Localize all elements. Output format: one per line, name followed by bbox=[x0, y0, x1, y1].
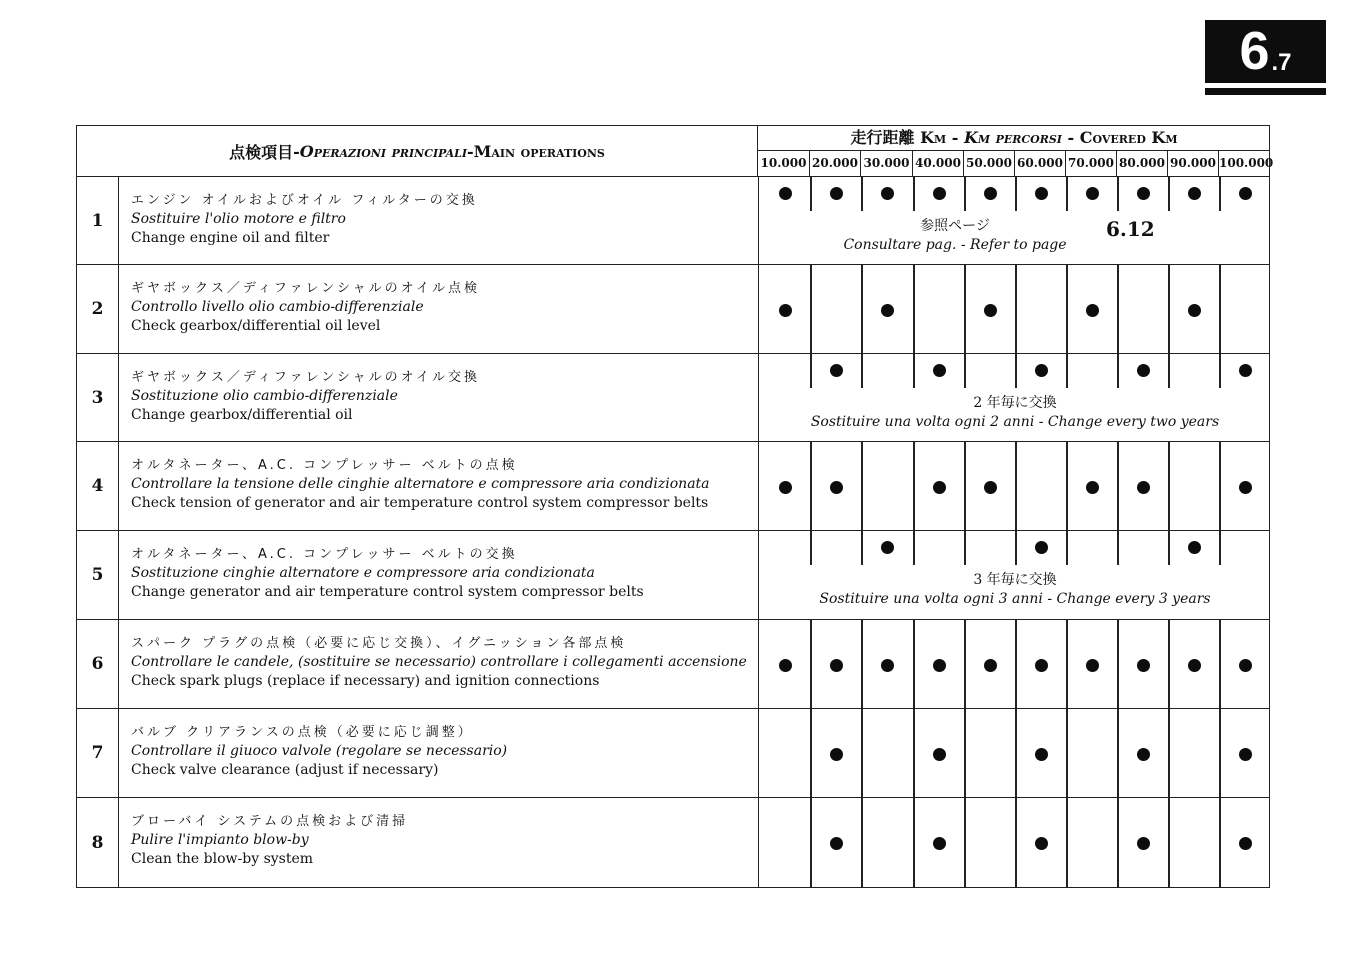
column-divider bbox=[913, 265, 915, 354]
row-number: 6 bbox=[77, 620, 119, 708]
column-divider bbox=[861, 531, 863, 565]
table-row bbox=[77, 620, 1269, 709]
column-divider bbox=[913, 354, 915, 388]
column-divider bbox=[1168, 442, 1170, 531]
operation-jp: ギヤボックス／ディファレンシャルのオイル交換 bbox=[131, 370, 481, 385]
service-dot bbox=[1137, 748, 1150, 761]
column-divider bbox=[1117, 354, 1119, 388]
operation-jp: エンジン オイルおよびオイル フィルターの交換 bbox=[131, 193, 478, 208]
column-divider bbox=[1066, 620, 1068, 709]
service-dot bbox=[1239, 187, 1252, 200]
operation-description bbox=[131, 456, 751, 513]
operation-jp: ギヤボックス／ディファレンシャルのオイル点検 bbox=[131, 281, 481, 296]
operation-description bbox=[131, 545, 751, 602]
operation-description bbox=[131, 191, 751, 248]
service-dot bbox=[1035, 837, 1048, 850]
column-divider bbox=[1117, 620, 1119, 709]
column-divider bbox=[1066, 709, 1068, 798]
column-divider bbox=[1117, 531, 1119, 565]
column-divider bbox=[810, 798, 812, 888]
km-header-en: Covered Km bbox=[1079, 128, 1178, 147]
table-row bbox=[77, 442, 1269, 531]
operation-en: Clean the blow-by system bbox=[131, 851, 314, 867]
note-text: Consultare pag. - Refer to page bbox=[843, 237, 1067, 253]
ops-header-jp: 点検項目 bbox=[229, 142, 294, 162]
column-divider bbox=[810, 265, 812, 354]
column-divider bbox=[1219, 265, 1221, 354]
note-line bbox=[759, 414, 1271, 430]
column-divider bbox=[964, 709, 966, 798]
page-reference: 6.12 bbox=[1106, 217, 1155, 241]
row-number: 8 bbox=[77, 798, 119, 888]
column-divider bbox=[913, 177, 915, 211]
row-number: 4 bbox=[77, 442, 119, 530]
service-dot bbox=[1239, 364, 1252, 377]
service-dot bbox=[830, 748, 843, 761]
service-dot bbox=[1239, 481, 1252, 494]
column-divider bbox=[964, 442, 966, 531]
column-divider bbox=[1117, 709, 1119, 798]
service-dot bbox=[1239, 837, 1252, 850]
table-row bbox=[77, 354, 1269, 442]
service-dot bbox=[1035, 748, 1048, 761]
service-dot bbox=[881, 187, 894, 200]
operation-it: Controllare le candele, (sostituire se necessario) controllare i collegamenti accensione bbox=[131, 654, 747, 670]
column-divider bbox=[964, 265, 966, 354]
service-dot bbox=[830, 481, 843, 494]
km-header bbox=[758, 126, 1274, 177]
km-column-5: 50.000 bbox=[963, 151, 1014, 176]
page-number-badge bbox=[1205, 20, 1326, 83]
operation-description bbox=[131, 812, 751, 869]
operation-en: Check gearbox/differential oil level bbox=[131, 318, 381, 334]
km-header-km: Km bbox=[920, 128, 947, 147]
service-dot bbox=[1086, 659, 1099, 672]
interval-cells bbox=[758, 709, 1270, 797]
service-dot bbox=[1188, 187, 1201, 200]
column-divider bbox=[913, 798, 915, 888]
service-dot bbox=[779, 304, 792, 317]
interval-cells bbox=[758, 531, 1270, 619]
column-divider bbox=[1066, 442, 1068, 531]
operation-description bbox=[131, 723, 751, 780]
table-row bbox=[77, 531, 1269, 620]
column-divider bbox=[1168, 798, 1170, 888]
column-divider bbox=[810, 442, 812, 531]
note-line bbox=[759, 591, 1271, 607]
note-jp: 3 年毎に交換 bbox=[973, 572, 1057, 588]
column-divider bbox=[913, 442, 915, 531]
operation-en: Check tension of generator and air temperature control system compressor belts bbox=[131, 495, 709, 511]
column-divider bbox=[1066, 265, 1068, 354]
sep: - bbox=[466, 141, 474, 161]
km-column-10: 100.000 bbox=[1218, 151, 1270, 176]
service-dot bbox=[984, 659, 997, 672]
sep: - bbox=[293, 141, 300, 161]
column-divider bbox=[1066, 531, 1068, 565]
column-divider bbox=[1168, 709, 1170, 798]
service-dot bbox=[1137, 364, 1150, 377]
operation-it: Controllo livello olio cambio-differenziale bbox=[131, 299, 424, 315]
column-divider bbox=[1168, 265, 1170, 354]
service-dot bbox=[984, 304, 997, 317]
service-dot bbox=[830, 837, 843, 850]
service-dot bbox=[881, 659, 894, 672]
column-divider bbox=[1219, 709, 1221, 798]
service-dot bbox=[1035, 541, 1048, 554]
table-row bbox=[77, 798, 1269, 888]
service-dot bbox=[1188, 541, 1201, 554]
service-dot bbox=[830, 659, 843, 672]
column-divider bbox=[1219, 177, 1221, 211]
interval-cells bbox=[758, 442, 1270, 530]
column-divider bbox=[861, 177, 863, 211]
operation-it: Sostituzione olio cambio-differenziale bbox=[131, 388, 398, 404]
operation-en: Change engine oil and filter bbox=[131, 230, 330, 246]
service-dot bbox=[933, 748, 946, 761]
service-dot bbox=[1086, 304, 1099, 317]
column-divider bbox=[964, 177, 966, 211]
service-dot bbox=[1239, 748, 1252, 761]
km-column-4: 40.000 bbox=[912, 151, 963, 176]
note-text: Sostituire una volta ogni 3 anni - Change every 3 years bbox=[819, 591, 1211, 607]
ops-header-en: Main operations bbox=[473, 141, 605, 161]
column-divider bbox=[1015, 620, 1017, 709]
service-dot bbox=[1035, 659, 1048, 672]
column-divider bbox=[1219, 442, 1221, 531]
column-divider bbox=[1015, 442, 1017, 531]
badge-underline bbox=[1205, 88, 1326, 95]
operation-it: Controllare la tensione delle cinghie alternatore e compressore aria condizionata bbox=[131, 476, 710, 492]
column-divider bbox=[1219, 798, 1221, 888]
operation-jp: オルタネーター、A.C. コンプレッサー ベルトの交換 bbox=[131, 547, 518, 562]
column-divider bbox=[1117, 265, 1119, 354]
row-number: 1 bbox=[77, 177, 119, 264]
operation-description bbox=[131, 279, 751, 336]
sep: - bbox=[946, 128, 964, 147]
column-divider bbox=[810, 354, 812, 388]
service-dot bbox=[1035, 364, 1048, 377]
operation-description bbox=[131, 634, 751, 691]
operation-en: Check spark plugs (replace if necessary) and ignition connections bbox=[131, 673, 600, 689]
service-dot bbox=[779, 659, 792, 672]
column-divider bbox=[1168, 531, 1170, 565]
km-column-8: 80.000 bbox=[1116, 151, 1167, 176]
service-dot bbox=[1137, 187, 1150, 200]
row-number: 5 bbox=[77, 531, 119, 619]
column-divider bbox=[1117, 442, 1119, 531]
column-divider bbox=[964, 354, 966, 388]
service-dot bbox=[779, 187, 792, 200]
operation-it: Sostituzione cinghie alternatore e compressore aria condizionata bbox=[131, 565, 595, 581]
column-divider bbox=[861, 442, 863, 531]
km-header-jp: 走行距離 bbox=[850, 128, 915, 147]
service-dot bbox=[881, 541, 894, 554]
column-divider bbox=[1015, 709, 1017, 798]
column-divider bbox=[1168, 177, 1170, 211]
table-row bbox=[77, 709, 1269, 798]
column-divider bbox=[913, 709, 915, 798]
interval-cells bbox=[758, 620, 1270, 708]
table-row bbox=[77, 177, 1269, 265]
table-row bbox=[77, 265, 1269, 354]
operation-jp: オルタネーター、A.C. コンプレッサー ベルトの点検 bbox=[131, 458, 518, 473]
column-divider bbox=[1066, 177, 1068, 211]
service-dot bbox=[1086, 481, 1099, 494]
row-number: 2 bbox=[77, 265, 119, 353]
column-divider bbox=[1219, 354, 1221, 388]
column-divider bbox=[1066, 798, 1068, 888]
interval-cells bbox=[758, 798, 1270, 888]
column-divider bbox=[861, 265, 863, 354]
row-number: 3 bbox=[77, 354, 119, 441]
km-title bbox=[758, 126, 1270, 151]
column-divider bbox=[810, 620, 812, 709]
operation-jp: バルブ クリアランスの点検（必要に応じ調整） bbox=[131, 725, 474, 740]
column-divider bbox=[861, 620, 863, 709]
column-divider bbox=[1015, 354, 1017, 388]
column-divider bbox=[913, 531, 915, 565]
km-column-2: 20.000 bbox=[809, 151, 860, 176]
column-divider bbox=[964, 620, 966, 709]
column-divider bbox=[810, 177, 812, 211]
km-column-6: 60.000 bbox=[1014, 151, 1065, 176]
interval-cells bbox=[758, 177, 1270, 264]
operation-en: Change gearbox/differential oil bbox=[131, 407, 353, 423]
operation-it: Pulire l'impianto blow-by bbox=[131, 832, 309, 848]
column-divider bbox=[1015, 265, 1017, 354]
service-dot bbox=[933, 837, 946, 850]
interval-cells bbox=[758, 354, 1270, 441]
column-divider bbox=[1168, 354, 1170, 388]
km-column-3: 30.000 bbox=[860, 151, 912, 176]
note-text: Sostituire una volta ogni 2 anni - Change every two years bbox=[810, 414, 1220, 430]
column-divider bbox=[1219, 620, 1221, 709]
operation-it: Controllare il giuoco valvole (regolare se necessario) bbox=[131, 743, 508, 759]
column-divider bbox=[964, 531, 966, 565]
service-dot bbox=[984, 187, 997, 200]
column-divider bbox=[1015, 531, 1017, 565]
column-divider bbox=[913, 620, 915, 709]
operation-jp: スパーク プラグの点検（必要に応じ交換）、イグニッション各部点検 bbox=[131, 636, 627, 651]
km-column-9: 90.000 bbox=[1167, 151, 1218, 176]
row-number: 7 bbox=[77, 709, 119, 797]
operation-en: Check valve clearance (adjust if necessary) bbox=[131, 762, 439, 778]
service-dot bbox=[881, 304, 894, 317]
service-dot bbox=[933, 481, 946, 494]
column-divider bbox=[1117, 177, 1119, 211]
service-dot bbox=[1188, 304, 1201, 317]
ops-header-it: Operazioni principali bbox=[299, 141, 467, 161]
service-dot bbox=[933, 659, 946, 672]
service-dot bbox=[1188, 659, 1201, 672]
operations-header bbox=[77, 126, 758, 177]
column-divider bbox=[964, 798, 966, 888]
service-dot bbox=[1239, 659, 1252, 672]
km-column-1: 10.000 bbox=[760, 156, 807, 170]
operation-description bbox=[131, 368, 751, 425]
column-divider bbox=[1066, 354, 1068, 388]
service-dot bbox=[779, 481, 792, 494]
service-dot bbox=[1035, 187, 1048, 200]
interval-cells bbox=[758, 265, 1270, 353]
maintenance-schedule-table bbox=[76, 125, 1274, 888]
service-dot bbox=[984, 481, 997, 494]
service-dot bbox=[1137, 481, 1150, 494]
column-divider bbox=[861, 709, 863, 798]
column-divider bbox=[810, 531, 812, 565]
column-divider bbox=[861, 798, 863, 888]
chapter-number: 6 bbox=[1239, 21, 1270, 81]
service-dot bbox=[830, 364, 843, 377]
note-jp: 参照ページ bbox=[920, 218, 990, 234]
column-divider bbox=[1015, 798, 1017, 888]
operation-it: Sostituire l'olio motore e filtro bbox=[131, 211, 346, 227]
km-column-7: 70.000 bbox=[1065, 151, 1116, 176]
service-dot bbox=[1137, 837, 1150, 850]
page-number: .7 bbox=[1271, 49, 1292, 76]
sep: - bbox=[1061, 128, 1080, 147]
operation-en: Change generator and air temperature control system compressor belts bbox=[131, 584, 644, 600]
service-dot bbox=[1137, 659, 1150, 672]
service-dot bbox=[933, 187, 946, 200]
column-divider bbox=[861, 354, 863, 388]
operation-jp: ブローバイ システムの点検および清掃 bbox=[131, 814, 409, 829]
column-divider bbox=[1219, 531, 1221, 565]
km-header-it: Km percorsi bbox=[963, 128, 1062, 147]
service-dot bbox=[933, 364, 946, 377]
column-divider bbox=[1168, 620, 1170, 709]
service-dot bbox=[830, 187, 843, 200]
column-divider bbox=[1117, 798, 1119, 888]
note-jp: 2 年毎に交換 bbox=[973, 395, 1057, 411]
column-divider bbox=[810, 709, 812, 798]
service-dot bbox=[1086, 187, 1099, 200]
column-divider bbox=[1015, 177, 1017, 211]
